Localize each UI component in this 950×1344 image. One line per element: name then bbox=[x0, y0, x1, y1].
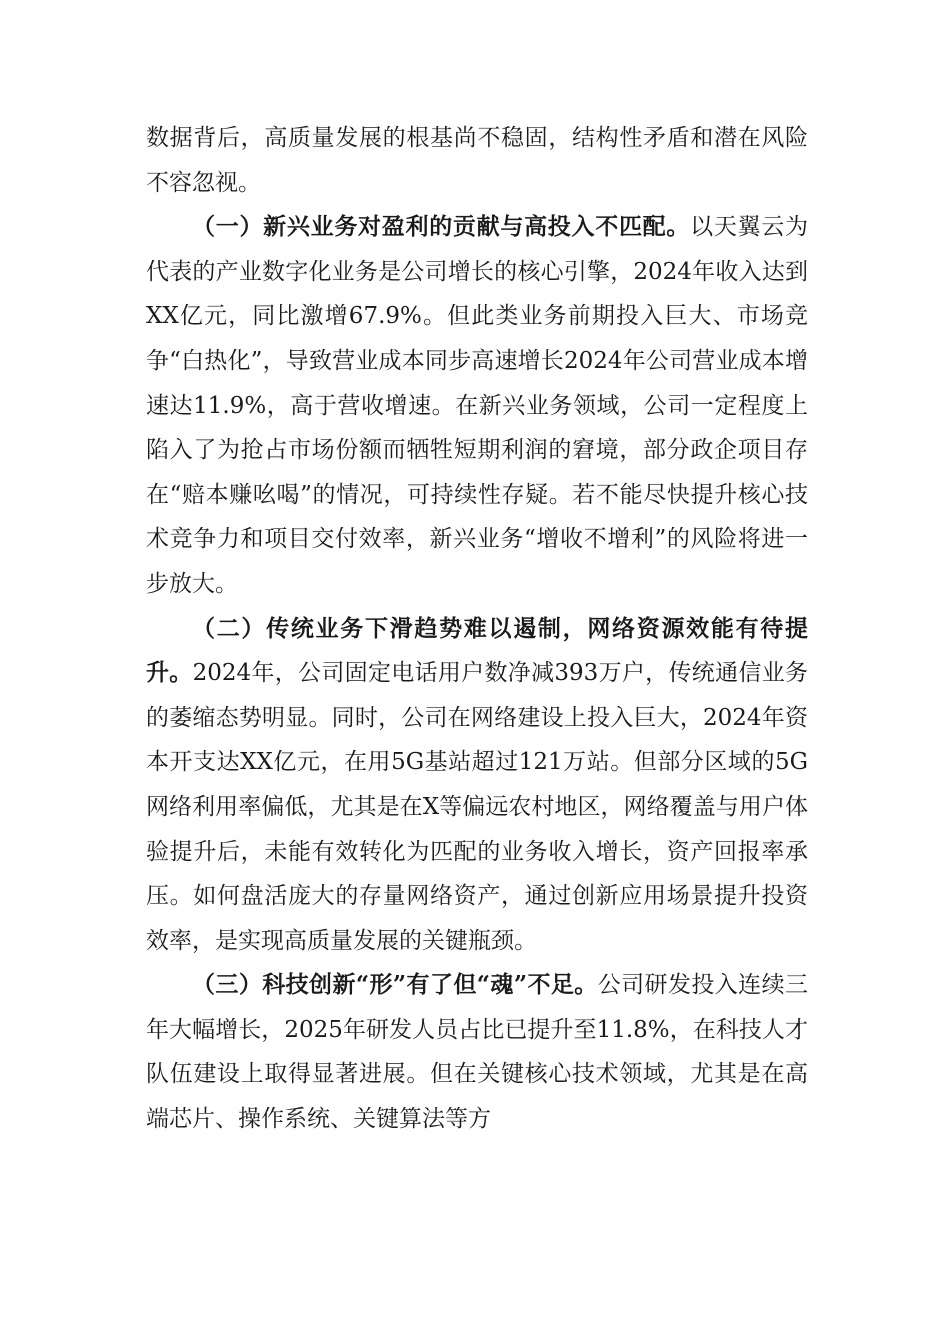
paragraph-section-3 bbox=[146, 963, 808, 1141]
paragraph-section-2 bbox=[146, 607, 808, 964]
paragraph-intro bbox=[146, 116, 808, 205]
section-2-heading: （二）传统业务下滑趋势难以遏制，网络资源效能有待提升。 bbox=[146, 614, 808, 687]
paragraph-section-1 bbox=[146, 205, 808, 606]
document-page bbox=[146, 116, 808, 1142]
section-3-body: 公司研发投入连续三年大幅增长，2025年研发人员占比已提升至11.8%，在科技人才队伍建设上取得显著进展。但在关键核心技术领域，尤其是在高端芯片、操作系统、关键算法等方 bbox=[146, 972, 809, 1133]
paragraph-intro-body: 数据背后，高质量发展的根基尚不稳固，结构性矛盾和潜在风险不容忽视。 bbox=[146, 125, 808, 196]
section-3-heading: （三）科技创新“形”有了但“魂”不足。 bbox=[192, 971, 598, 999]
section-1-heading: （一）新兴业务对盈利的贡献与高投入不匹配。 bbox=[192, 213, 691, 241]
section-2-body: 2024年，公司固定电话用户数净减393万户，传统通信业务的萎缩态势明显。同时，公司在网络建设上投入巨大，2024年资本开支达XX亿元，在用5G基站超过121万站。但部分区域的5G网络利用率偏低，尤其是在X等偏远农村地区，网络覆盖与用户体验提升后，未能有效转化为匹配的业务收入增长，资产回报率承压。如何盘活庞大的存量网络资产，通过创新应用场景提升投资效率，是实现高质量发展的关键瓶颈。 bbox=[146, 660, 808, 954]
section-1-body: 以天翼云为代表的产业数字化业务是公司增长的核心引擎，2024年收入达到XX亿元，同比激增67.9%。但此类业务前期投入巨大、市场竞争“白热化”，导致营业成本同步高速增长2024年公司营业成本增速达11.9%，高于营收增速。在新兴业务领域，公司一定程度上陷入了为抢占市场份额而牺牲短期利润的窘境，部分政企项目存在“赔本赚吆喝”的情况，可持续性存疑。若不能尽快提升核心技术竞争力和项目交付效率，新兴业务“增收不增利”的风险将进一步放大。 bbox=[146, 214, 809, 597]
